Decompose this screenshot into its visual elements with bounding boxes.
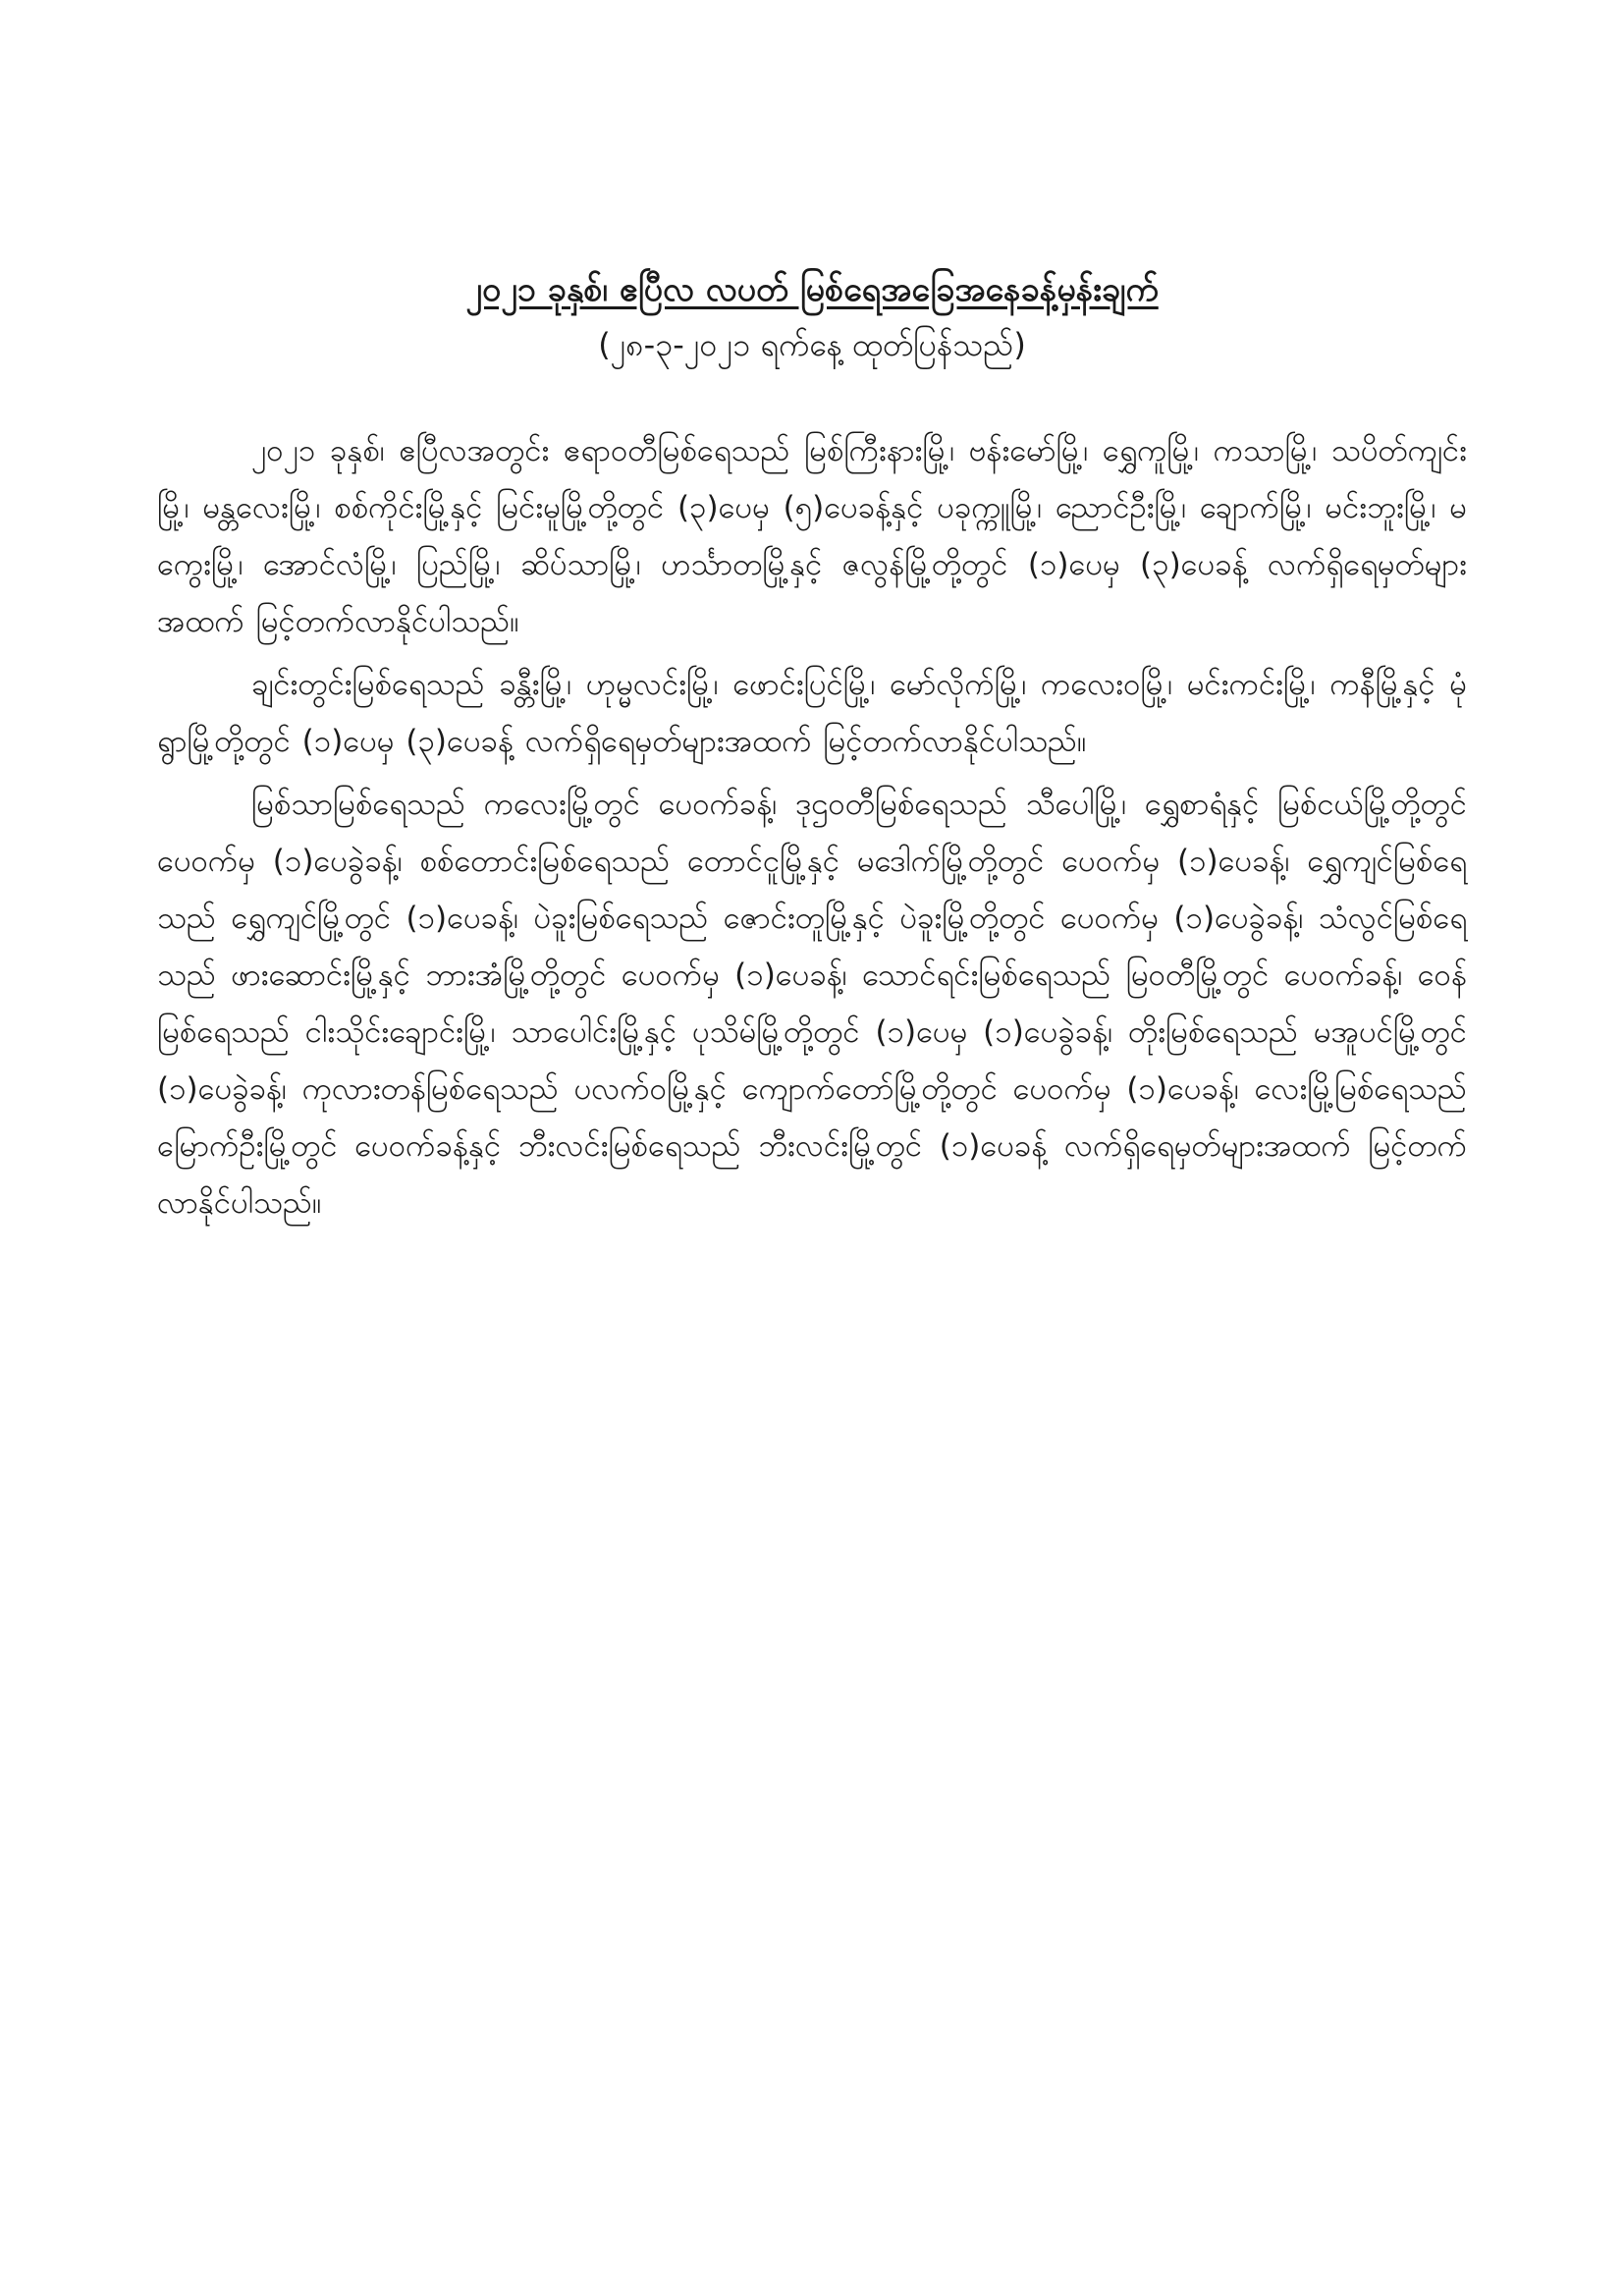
document-title: ၂၀၂၁ ခုနှစ်၊ ဧပြီလ လပတ် မြစ်ရေအခြေအနေခန့်မှန်းချက် — [465, 270, 1159, 309]
paragraph-other-rivers: မြစ်သာမြစ်ရေသည် ကလေးမြို့တွင် ပေဝက်ခန့်၊ ဒုဌဝတီမြစ်ရေသည် သီပေါမြို့၊ ရွှေစာရံနှင့် မြစ်ငယ်မြို့တို့တွင် ပေဝက်မှ (၁)ပေခွဲခန့်၊ စစ်တောင်းမြစ်ရေသည် တောင်ငူမြို့နှင့် မဒေါက်မြို့တို့တွင် ပေဝက်မှ (၁)ပေခန့်၊ ရွှေကျင်မြစ်ရေသည် ရွှေကျင်မြို့တွင် (၁)ပေခန့်၊ ပဲခူးမြစ်ရေသည် ဇောင်းတူမြို့နှင့် ပဲခူးမြို့တို့တွင် ပေဝက်မှ (၁)ပေခွဲခန့်၊ သံလွင်မြစ်ရေသည် ဖားဆောင်းမြို့နှင့် ဘားအံမြို့တို့တွင် ပေဝက်မှ (၁)ပေခန့်၊ သောင်ရင်းမြစ်ရေသည် မြဝတီမြို့တွင် ပေဝက်ခန့်၊ ဝေန်မြစ်ရေသည် ငါးသိုင်းချောင်းမြို့၊ သာပေါင်းမြို့နှင့် ပုသိမ်မြို့တို့တွင် (၁)ပေမှ (၁)ပေခွဲခန့်၊ တိုးမြစ်ရေသည် မအူပင်မြို့တွင် (၁)ပေခွဲခန့်၊ ကုလားတန်မြစ်ရေသည် ပလက်ဝမြို့နှင့် ကျောက်တော်မြို့တို့တွင် ပေဝက်မှ (၁)ပေခန့်၊ လေးမြို့မြစ်ရေသည် မြောက်ဦးမြို့တွင် ပေဝက်ခန့်နှင့် ဘီးလင်းမြစ်ရေသည် ဘီးလင်းမြို့တွင် (၁)ပေခန့် လက်ရှိရေမှတ်များအထက် မြင့်တက်လာနိုင်ပါသည်။ — [157, 787, 1467, 1221]
paragraph-irrawaddy: ၂၀၂၁ ခုနှစ်၊ ဧပြီလအတွင်း ဧရာဝတီမြစ်ရေသည် မြစ်ကြီးနားမြို့၊ ဗန်းမော်မြို့၊ ရွှေကူမြို့၊ ကသာမြို့၊ သပိတ်ကျင်းမြို့၊ မန္တလေးမြို့၊ စစ်ကိုင်းမြို့နှင့် မြင်းမူမြို့တို့တွင် (၃)ပေမှ (၅)ပေခန့်နှင့် ပခုက္ကူမြို့၊ ညောင်ဦးမြို့၊ ချောက်မြို့၊ မင်းဘူးမြို့၊ မကွေးမြို့၊ အောင်လံမြို့၊ ပြည်မြို့၊ ဆိပ်သာမြို့၊ ဟင်္သာတမြို့နှင့် ဇလွန်မြို့တို့တွင် (၁)ပေမှ (၃)ပေခန့် လက်ရှိရေမှတ်များအထက် မြင့်တက်လာနိုင်ပါသည်။ — [157, 433, 1467, 639]
paragraph-chindwin: ချင်းတွင်းမြစ်ရေသည် ခန္တီးမြို့၊ ဟုမ္မလင်းမြို့၊ ဖောင်းပြင်မြို့၊ မော်လိုက်မြို့၊ ကလေးဝမြို့၊ မင်းကင်းမြို့၊ ကနီမြို့နှင့် မုံရွာမြို့တို့တွင် (၁)ပေမှ (၃)ပေခန့် လက်ရှိရေမှတ်များအထက် မြင့်တက်လာနိုင်ပါသည်။ — [157, 667, 1467, 759]
document-release-date: (၂၈-၃-၂၀၂၁ ရက်နေ့ ထုတ်ပြန်သည်) — [598, 326, 1026, 363]
document-body — [157, 422, 1467, 1237]
